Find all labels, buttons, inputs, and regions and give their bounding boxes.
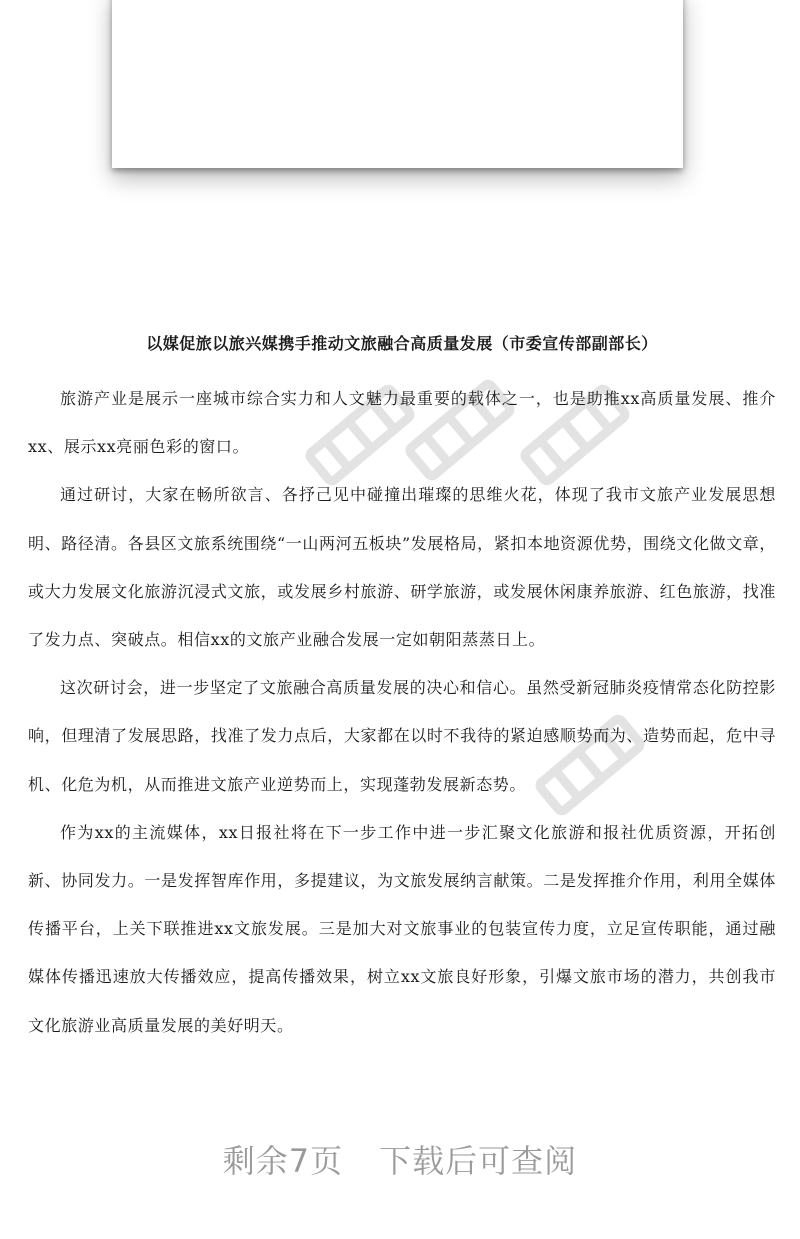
paragraph: 这次研讨会，进一步坚定了文旅融合高质量发展的决心和信心。虽然受新冠肺炎疫情常态化防控影响，但理清了发展思路，找准了发力点后，大家都在以时不我待的紧迫感顺势而为、造势而起，危中寻机、化危为机，从而推进文旅产业逆势而上，实现蓬勃发展新态势。 xyxy=(28,678,776,794)
paragraph: 作为xx的主流媒体，xx日报社将在下一步工作中进一步汇聚文化旅游和报社优质资源，开拓创新、协同发力。一是发挥智库作用，多提建议，为文旅发展纳言献策。二是发挥推介作用，利用全媒体传播平台，上关下联推进xx文旅发展。三是加大对文旅事业的包装宣传力度，立足宣传职能，通过融媒体传播迅速放大传播效应，提高传播效果，树立xx文旅良好形象，引爆文旅市场的潜力，共创我市文化旅游业高质量发展的美好明天。 xyxy=(28,822,776,1035)
previous-page-sheet xyxy=(112,0,683,168)
paragraph: 旅游产业是展示一座城市综合实力和人文魅力最重要的载体之一，也是助推xx高质量发展、推介xx、展示xx亮丽色彩的窗口。 xyxy=(28,389,776,457)
paragraph: 通过研讨，大家在畅所欲言、各抒己见中碰撞出璀璨的思维火花，体现了我市文旅产业发展思想明、路径清。各县区文旅系统围绕“一山两河五板块”发展格局，紧扣本地资源优势，围绕文化做文章，或大力发展文化旅游沉浸式文旅，或发展乡村旅游、研学旅游，或发展休闲康养旅游、红色旅游，找准了发力点、突破点。相信xx的文旅产业融合发展一定如朝阳蒸蒸日上。 xyxy=(28,485,776,650)
download-action-label: 下载后可查阅 xyxy=(379,1142,578,1180)
document-title: 以媒促旅以旅兴媒携手推动文旅融合高质量发展（市委宣传部副部长） xyxy=(146,334,658,353)
document-body xyxy=(28,325,776,1050)
download-to-read-more-button[interactable] xyxy=(0,1134,800,1188)
remaining-pages-label: 剩余7页 xyxy=(222,1142,344,1180)
